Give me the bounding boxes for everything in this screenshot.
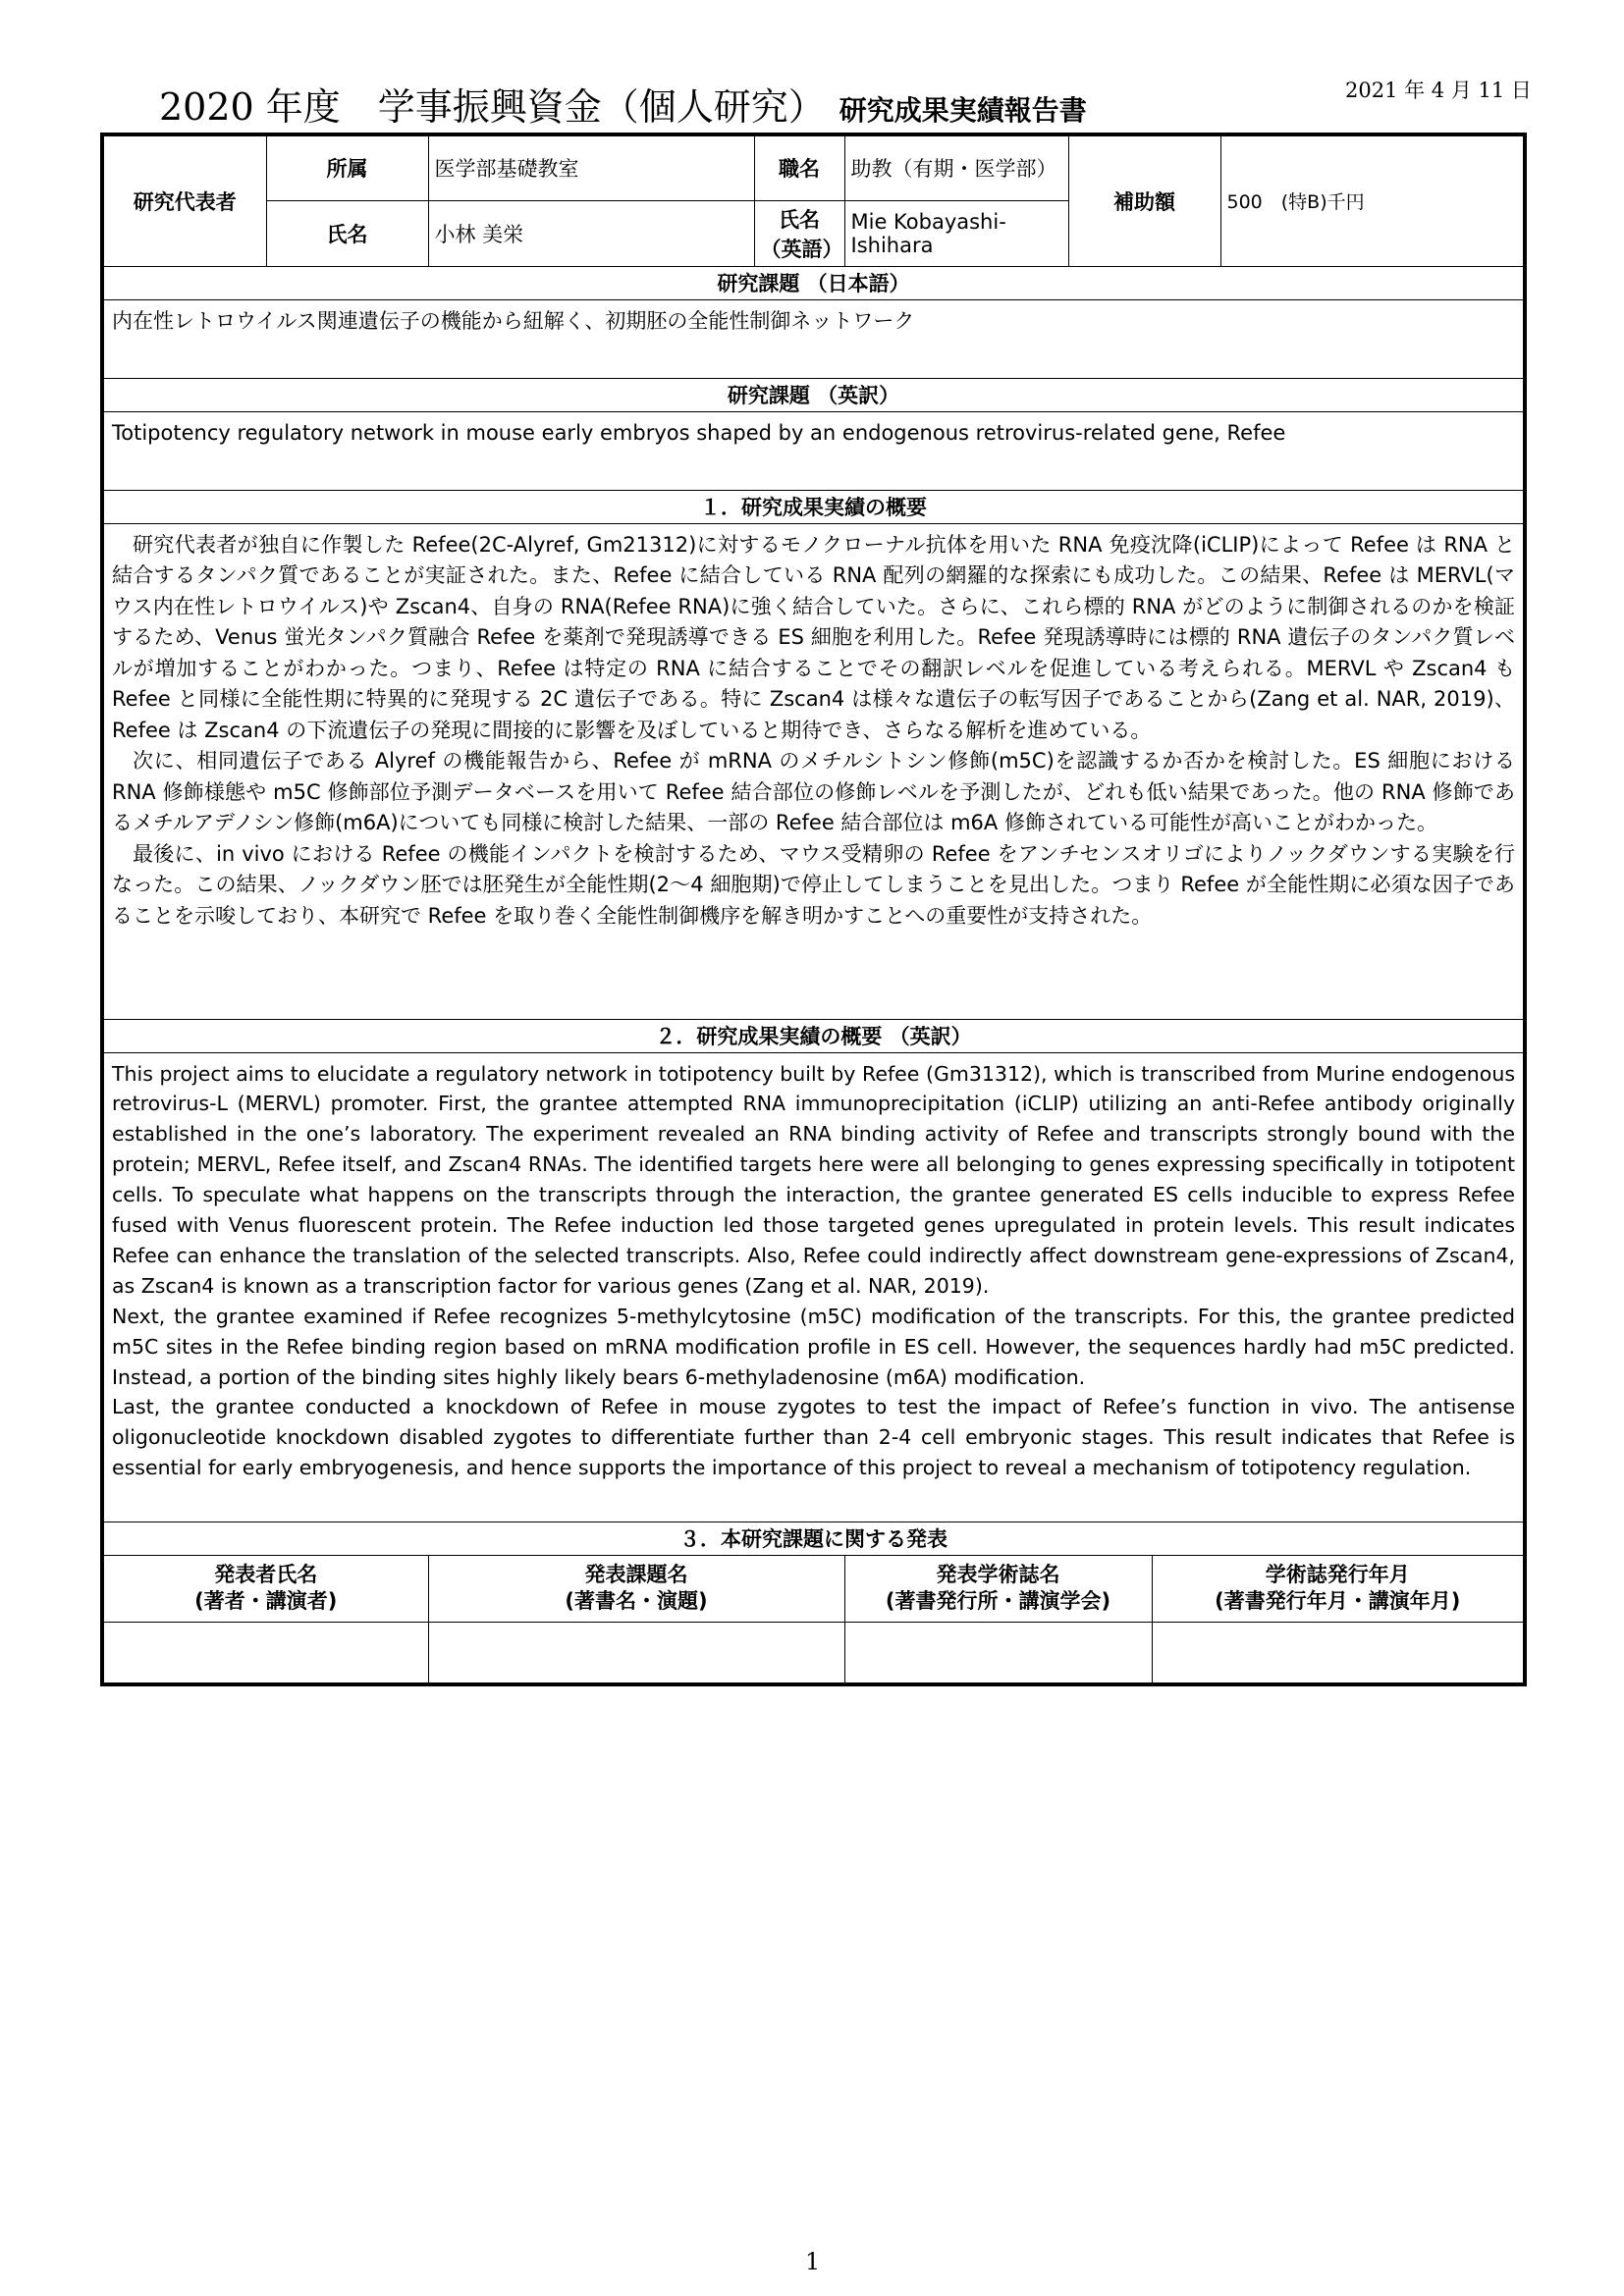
name-en-label: 氏名 （英語）: [754, 200, 844, 266]
page-number: 1: [805, 2248, 821, 2275]
summary-jp-paragraph: 最後に、in vivo における Refee の機能インパクトを検討するため、マウス受精卵の Refee をアンチセンスオリゴによりノックダウンする実験を行なった。この結果、ノックダウン胚では胚発生が全能性期(2～4 細胞期)で停止してしまうことを見出した。つまり Refee が全能性期に必須な因子であることを示唆しており、本研究で Refee を取り巻く全能性制御機序を解き明かすことへの重要性が支持された。: [112, 841, 1516, 928]
journal-cell: [844, 1622, 1152, 1684]
affiliation-label: 所属: [266, 134, 428, 200]
summary-jp-heading: １．研究成果実績の概要: [102, 490, 1525, 523]
report-table: [100, 133, 1527, 1686]
topic-en-text: Totipotency regulatory network in mouse early embryos shaped by an endogenous retrovirus-related gene, Refee: [102, 411, 1525, 490]
title-cell: [428, 1622, 844, 1684]
title-column-header: 発表課題名 (著書名・演題): [428, 1555, 844, 1622]
report-date: 2021 年 4 月 11 日: [1345, 79, 1532, 102]
summary-en-paragraph: Last, the grantee conducted a knockdown of Refee in mouse zygotes to test the impact of Refee’s function in vivo. The antisense oligonucleotide knockdown disabled zygotes to differentiate further than 2-4 cell embryonic stages. This result indicates that Refee is essential for early embryogenesis, and hence supports the importance of this project to reveal a mechanism of totipotency regulation.: [112, 1395, 1516, 1480]
subsidy-label: 補助額: [1068, 134, 1220, 266]
topic-jp-text: 内在性レトロウイルス関連遺伝子の機能から紐解く、初期胚の全能性制御ネットワーク: [102, 299, 1525, 378]
journal-column-header: 発表学術誌名 (著書発行所・講演学会): [844, 1555, 1152, 1622]
position-value: 助教（有期・医学部）: [844, 134, 1068, 200]
date-cell: [1152, 1622, 1525, 1684]
title-subtitle: 研究成果実績報告書: [839, 94, 1087, 127]
date-column-header: 学術誌発行年月 (著書発行年月・講演年月): [1152, 1555, 1525, 1622]
representative-label: 研究代表者: [102, 134, 266, 266]
summary-jp-paragraph: 次に、相同遺伝子である Alyref の機能報告から、Refee が mRNA のメチルシトシン修飾(m5C)を認識するか否かを検討した。ES 細胞における RNA 修飾様態や m5C 修飾部位予測データベースを用いて Refee 結合部位の修飾レベルを予測したが、どれも低い結果であった。他の RNA 修飾であるメチルアデノシン修飾(m6A)についても同様に検討した結果、一部の Refee 結合部位は m6A 修飾されている可能性が高いことがわかった。: [112, 749, 1516, 834]
summary-jp-paragraph: 研究代表者が独自に作製した Refee(2C-Alyref, Gm21312)に対するモノクローナル抗体を用いた RNA 免疫沈降(iCLIP)によって Refee は RNA と結合するタンパク質であることが実証された。また、Refee に結合している RNA 配列の網羅的な探索にも成功した。この結果、Refee は MERVL(マウス内在性レトロウイルス)や Zscan4、自身の RNA(Refee RNA)に強く結合していた。さらに、これら標的 RNA がどのように制御されるのかを検証するため、Venus 蛍光タンパク質融合 Refee を薬剤で発現誘導できる ES 細胞を利用した。Refee 発現誘導時には標的 RNA 遺伝子のタンパク質レベルが増加することがわかった。つまり、Refee は特定の RNA に結合することでその翻訳レベルを促進している考えられる。MERVL や Zscan4 も Refee と同様に全能性期に特異的に発現する 2C 遺伝子である。特に Zscan4 は様々な遺伝子の転写因子であることから(Zang et al. NAR, 2019)、Refee は Zscan4 の下流遺伝子の発現に間接的に影響を及ぼしていると期待でき、さらなる解析を進めている。: [112, 532, 1516, 742]
presentations-heading: ３．本研究課題に関する発表: [102, 1522, 1525, 1555]
summary-en-heading: ２．研究成果実績の概要 （英訳）: [102, 1019, 1525, 1052]
topic-jp-heading: 研究課題 （日本語）: [102, 266, 1525, 299]
name-value: 小林 美栄: [428, 200, 754, 266]
name-en-value: Mie Kobayashi-Ishihara: [844, 200, 1068, 266]
presenter-column-header: 発表者氏名 (著者・講演者): [102, 1555, 428, 1622]
affiliation-value: 医学部基礎教室: [428, 134, 754, 200]
summary-en-paragraph: This project aims to elucidate a regulatory network in totipotency built by Refee (Gm31312), which is transcribed from Murine endogenous retrovirus-L (MERVL) promoter. First, the grantee attempted RNA immunoprecipitation (iCLIP) utilizing an anti-Refee antibody originally established in the one’s laboratory. The experiment revealed an RNA binding activity of Refee and transcripts strongly bound with the protein; MERVL, Refee itself, and Zscan4 RNAs. The identified targets here were all belonging to genes expressing specifically in totipotent cells. To speculate what happens on the transcripts through the interaction, the grantee generated ES cells inducible to express Refee fused with Venus fluorescent protein. The Refee induction led those targeted genes upregulated in protein levels. This result indicates Refee can enhance the translation of the selected transcripts. Also, Refee could indirectly affect downstream gene-expressions of Zscan4, as Zscan4 is known as a transcription factor for various genes (Zang et al. NAR, 2019).: [112, 1061, 1516, 1298]
title-main: 2020 年度 学事振興資金（個人研究）: [159, 85, 826, 129]
position-label: 職名: [754, 134, 844, 200]
topic-en-heading: 研究課題 （英訳）: [102, 378, 1525, 411]
name-label: 氏名: [266, 200, 428, 266]
summary-jp-body: [102, 523, 1525, 1019]
presenter-cell: [102, 1622, 428, 1684]
summary-en-paragraph: Next, the grantee examined if Refee recognizes 5-methylcytosine (m5C) modification of the transcripts. For this, the grantee predicted m5C sites in the Refee binding region based on mRNA modification profile in ES cell. However, the sequences hardly had m5C predicted. Instead, a portion of the binding sites highly likely bears 6-methyladenosine (m6A) modification.: [112, 1304, 1516, 1389]
document-title: [159, 77, 1087, 131]
summary-en-body: [102, 1052, 1525, 1522]
subsidy-value: 500 (特B)千円: [1220, 134, 1525, 266]
